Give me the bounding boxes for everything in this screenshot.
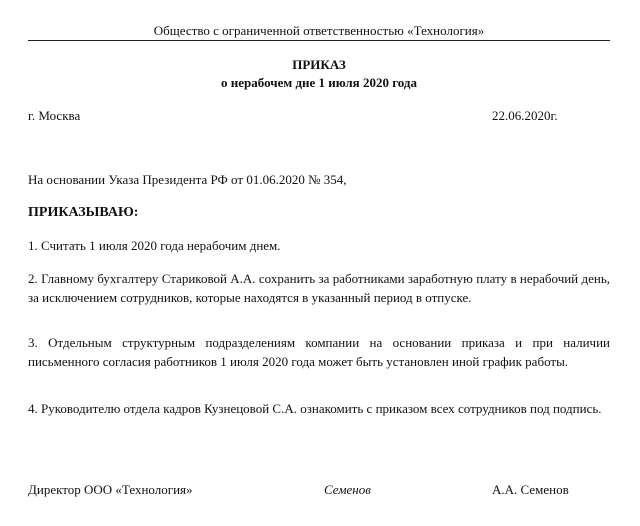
legal-basis: На основании Указа Президента РФ от 01.06.2020 № 354, — [28, 172, 347, 187]
signatory-name: А.А. Семенов — [492, 482, 569, 497]
city: г. Москва — [28, 108, 81, 123]
document-subtitle: о нерабочем дне 1 июля 2020 года — [221, 75, 417, 90]
handwritten-signature: Семенов — [324, 482, 371, 497]
order-heading: ПРИКАЗЫВАЮ: — [28, 205, 139, 220]
order-item-3: 3. Отдельным структурным подразделениям компании на основании приказа и при наличии письменного согласия работников 1 июля 2020 года может быть установлен иной график работы. — [28, 335, 610, 369]
order-item-2: 2. Главному бухгалтеру Стариковой А.А. сохранить за работниками заработную плату в нерабочий день, за исключением сотрудников, которые находятся в указанный период в отпуске. — [28, 271, 610, 305]
header-divider — [28, 40, 610, 41]
signatory-role: Директор ООО «Технология» — [28, 482, 193, 497]
order-item-1: 1. Считать 1 июля 2020 года нерабочим днем. — [28, 238, 281, 253]
document-date: 22.06.2020г. — [492, 108, 558, 123]
order-item-4: 4. Руководителю отдела кадров Кузнецовой С.А. ознакомить с приказом всех сотрудников под подпись. — [28, 401, 602, 416]
organization-name: Общество с ограниченной ответственностью «Технология» — [153, 23, 485, 38]
document-title: ПРИКАЗ — [292, 57, 346, 72]
